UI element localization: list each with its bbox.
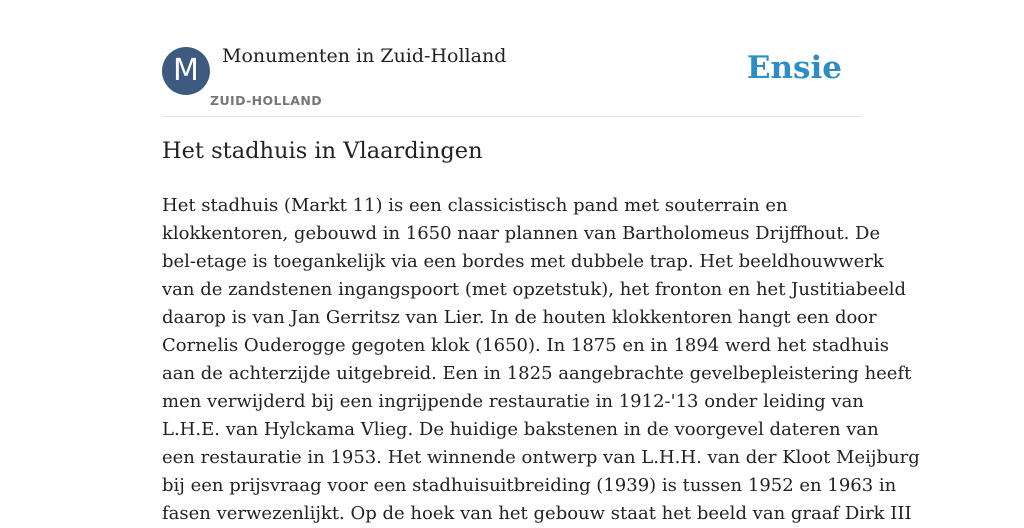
category-link[interactable]: ZUID-HOLLAND bbox=[210, 93, 322, 108]
article-line: klokkentoren, gebouwd in 1650 naar plannen van Bartholomeus Drijffhout. De bbox=[162, 223, 881, 244]
page bbox=[162, 0, 920, 524]
header bbox=[162, 0, 862, 117]
avatar[interactable]: M bbox=[162, 47, 210, 95]
article-line: men verwijderd bij een ingrijpende restauratie in 1912-'13 onder leiding van bbox=[162, 391, 864, 412]
article-line: van de zandstenen ingangspoort (met opzetstuk), het fronton en het Justitiabeeld bbox=[162, 279, 907, 300]
site-title-link[interactable]: Monumenten in Zuid-Holland bbox=[222, 45, 507, 67]
ensie-logo[interactable]: Ensie bbox=[746, 50, 842, 86]
article-title: Het stadhuis in Vlaardingen bbox=[162, 138, 483, 164]
article-line: aan de achterzijde uitgebreid. Een in 1825 aangebrachte gevelbepleistering heeft bbox=[162, 363, 912, 384]
article-line: een restauratie in 1953. Het winnende ontwerp van L.H.H. van der Kloot Meijburg bbox=[162, 447, 920, 468]
article-line: daarop is van Jan Gerritsz van Lier. In de houten klokkentoren hangt een door bbox=[162, 307, 877, 328]
article-line: bij een prijsvraag voor een stadhuisuitbreiding (1939) is tussen 1952 en 1963 in bbox=[162, 475, 897, 496]
article-line: bel-etage is toegankelijk via een bordes met dubbele trap. Het beeldhouwwerk bbox=[162, 251, 884, 272]
article-body bbox=[162, 192, 920, 528]
article-line: Het stadhuis (Markt 11) is een classicistisch pand met souterrain en bbox=[162, 195, 788, 216]
article-line: L.H.E. van Hylckama Vlieg. De huidige bakstenen in de voorgevel dateren van bbox=[162, 419, 879, 440]
article-line: fasen verwezenlijkt. Op de hoek van het gebouw staat het beeld van graaf Dirk III bbox=[162, 503, 912, 524]
article-line: Cornelis Ouderogge gegoten klok (1650). In 1875 en in 1894 werd het stadhuis bbox=[162, 335, 890, 356]
